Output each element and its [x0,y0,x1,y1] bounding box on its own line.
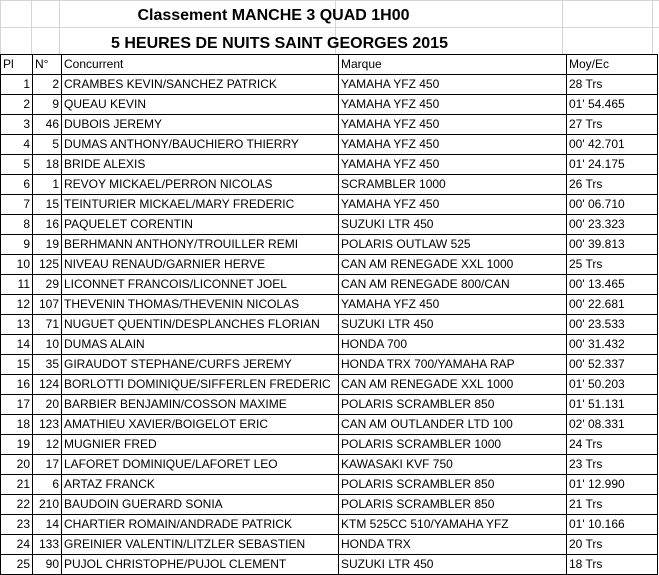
cell-marque: HONDA TRX 700/YAMAHA RAP [339,355,567,375]
cell-concurrent: GREINIER VALENTIN/LITZLER SEBASTIEN [62,535,339,555]
cell-number: 35 [33,355,62,375]
cell-place: 19 [1,435,33,455]
cell-place: 14 [1,335,33,355]
cell-place: 23 [1,515,33,535]
cell-number: 12 [33,435,62,455]
cell-number: 18 [33,155,62,175]
cell-number: 10 [33,335,62,355]
table-row [1,115,658,135]
cell-moy-ec: 23 Trs [567,455,658,475]
cell-marque: YAMAHA YFZ 450 [339,155,567,175]
cell-place: 13 [1,315,33,335]
cell-number: 9 [33,95,62,115]
cell-marque: KTM 525CC 510/YAMAHA YFZ [339,515,567,535]
cell-place: 20 [1,455,33,475]
table-row [1,295,658,315]
cell-concurrent: BORLOTTI DOMINIQUE/SIFFERLEN FREDERIC [62,375,339,395]
cell-concurrent: BAUDOIN GUERARD SONIA [62,495,339,515]
cell-concurrent: TEINTURIER MICKAEL/MARY FREDERIC [62,195,339,215]
cell-concurrent: BARBIER BENJAMIN/COSSON MAXIME [62,395,339,415]
cell-moy-ec: 00' 13.465 [567,275,658,295]
cell-moy-ec: 18 Trs [567,555,658,575]
cell-marque: YAMAHA YFZ 450 [339,75,567,95]
table-row [1,275,658,295]
table-row [1,515,658,535]
cell-concurrent: DUMAS ANTHONY/BAUCHIERO THIERRY [62,135,339,155]
cell-moy-ec: 25 Trs [567,255,658,275]
cell-concurrent: BERHMANN ANTHONY/TROUILLER REMI [62,235,339,255]
cell-number: 15 [33,195,62,215]
cell-moy-ec: 00' 52.337 [567,355,658,375]
header-moy-ec: Moy/Ec [567,55,658,75]
cell-marque: YAMAHA YFZ 450 [339,95,567,115]
cell-moy-ec: 00' 31.432 [567,335,658,355]
cell-number: 29 [33,275,62,295]
cell-number: 1 [33,175,62,195]
cell-marque: KAWASAKI KVF 750 [339,455,567,475]
cell-concurrent: GIRAUDOT STEPHANE/CURFS JEREMY [62,355,339,375]
cell-moy-ec: 24 Trs [567,435,658,455]
cell-concurrent: DUMAS ALAIN [62,335,339,355]
table-row [1,195,658,215]
cell-moy-ec: 01' 50.203 [567,375,658,395]
cell-concurrent: MUGNIER FRED [62,435,339,455]
cell-moy-ec: 01' 51.131 [567,395,658,415]
cell-place: 24 [1,535,33,555]
cell-number: 46 [33,115,62,135]
cell-marque: YAMAHA YFZ 450 [339,195,567,215]
cell-moy-ec: 00' 22.681 [567,295,658,315]
cell-place: 15 [1,355,33,375]
cell-concurrent: AMATHIEU XAVIER/BOIGELOT ERIC [62,415,339,435]
cell-concurrent: NUGUET QUENTIN/DESPLANCHES FLORIAN [62,315,339,335]
cell-place: 7 [1,195,33,215]
table-row [1,495,658,515]
table-row [1,475,658,495]
cell-concurrent: PUJOL CHRISTOPHE/PUJOL CLEMENT [62,555,339,575]
header-pl: Pl [1,55,33,75]
cell-marque: POLARIS OUTLAW 525 [339,235,567,255]
cell-place: 9 [1,235,33,255]
header-number: N° [33,55,62,75]
cell-concurrent: DUBOIS JEREMY [62,115,339,135]
cell-marque: SUZUKI LTR 450 [339,555,567,575]
cell-marque: YAMAHA YFZ 450 [339,115,567,135]
event-subtitle: 5 HEURES DE NUITS SAINT GEORGES 2015 [111,35,448,52]
cell-marque: YAMAHA YFZ 450 [339,135,567,155]
cell-number: 17 [33,455,62,475]
cell-place: 1 [1,75,33,95]
cell-moy-ec: 01' 12.990 [567,475,658,495]
cell-concurrent: LAFORET DOMINIQUE/LAFORET LEO [62,455,339,475]
table-row [1,415,658,435]
cell-moy-ec: 00' 42.701 [567,135,658,155]
cell-number: 19 [33,235,62,255]
cell-concurrent: QUEAU KEVIN [62,95,339,115]
cell-moy-ec: 01' 10.166 [567,515,658,535]
cell-marque: POLARIS SCRAMBLER 850 [339,395,567,415]
table-row [1,235,658,255]
results-table [0,54,658,575]
header-concurrent: Concurrent [62,55,339,75]
cell-place: 10 [1,255,33,275]
cell-number: 133 [33,535,62,555]
cell-number: 2 [33,75,62,95]
header-marque: Marque [339,55,567,75]
cell-number: 5 [33,135,62,155]
table-row [1,395,658,415]
cell-number: 6 [33,475,62,495]
table-row [1,355,658,375]
table-row [1,315,658,335]
cell-concurrent: CRAMBES KEVIN/SANCHEZ PATRICK [62,75,339,95]
table-row [1,95,658,115]
cell-marque: YAMAHA YFZ 450 [339,295,567,315]
cell-marque: CAN AM RENEGADE XXL 1000 [339,255,567,275]
cell-place: 6 [1,175,33,195]
table-row [1,215,658,235]
cell-moy-ec: 20 Trs [567,535,658,555]
table-row [1,135,658,155]
cell-moy-ec: 26 Trs [567,175,658,195]
cell-place: 11 [1,275,33,295]
cell-moy-ec: 01' 24.175 [567,155,658,175]
cell-moy-ec: 28 Trs [567,75,658,95]
cell-concurrent: REVOY MICKAEL/PERRON NICOLAS [62,175,339,195]
cell-concurrent: BRIDE ALEXIS [62,155,339,175]
cell-place: 21 [1,475,33,495]
cell-moy-ec: 27 Trs [567,115,658,135]
cell-moy-ec: 02' 08.331 [567,415,658,435]
cell-number: 71 [33,315,62,335]
cell-place: 3 [1,115,33,135]
cell-concurrent: NIVEAU RENAUD/GARNIER HERVE [62,255,339,275]
cell-moy-ec: 00' 23.323 [567,215,658,235]
cell-concurrent: LICONNET FRANCOIS/LICONNET JOEL [62,275,339,295]
cell-place: 16 [1,375,33,395]
cell-number: 123 [33,415,62,435]
cell-marque: HONDA TRX [339,535,567,555]
cell-moy-ec: 00' 39.813 [567,235,658,255]
table-row [1,335,658,355]
table-row [1,455,658,475]
cell-concurrent: THEVENIN THOMAS/THEVENIN NICOLAS [62,295,339,315]
cell-place: 18 [1,415,33,435]
cell-place: 25 [1,555,33,575]
cell-marque: CAN AM RENEGADE 800/CAN [339,275,567,295]
cell-place: 22 [1,495,33,515]
cell-marque: CAN AM OUTLANDER LTD 100 [339,415,567,435]
cell-place: 12 [1,295,33,315]
cell-number: 14 [33,515,62,535]
cell-marque: HONDA 700 [339,335,567,355]
cell-concurrent: PAQUELET CORENTIN [62,215,339,235]
cell-place: 4 [1,135,33,155]
cell-marque: SCRAMBLER 1000 [339,175,567,195]
cell-marque: SUZUKI LTR 450 [339,315,567,335]
cell-number: 125 [33,255,62,275]
cell-concurrent: CHARTIER ROMAIN/ANDRADE PATRICK [62,515,339,535]
cell-number: 90 [33,555,62,575]
cell-moy-ec: 01' 54.465 [567,95,658,115]
cell-marque: POLARIS SCRAMBLER 850 [339,495,567,515]
sheet-title: Classement MANCHE 3 QUAD 1H00 [137,7,410,24]
table-row [1,155,658,175]
cell-number: 20 [33,395,62,415]
table-row [1,175,658,195]
cell-marque: CAN AM RENEGADE XXL 1000 [339,375,567,395]
cell-number: 210 [33,495,62,515]
cell-number: 107 [33,295,62,315]
cell-place: 5 [1,155,33,175]
table-row [1,435,658,455]
cell-place: 8 [1,215,33,235]
cell-place: 2 [1,95,33,115]
cell-moy-ec: 00' 23.533 [567,315,658,335]
cell-marque: SUZUKI LTR 450 [339,215,567,235]
cell-number: 16 [33,215,62,235]
cell-moy-ec: 00' 06.710 [567,195,658,215]
cell-moy-ec: 21 Trs [567,495,658,515]
table-row [1,255,658,275]
cell-marque: POLARIS SCRAMBLER 850 [339,475,567,495]
cell-concurrent: ARTAZ FRANCK [62,475,339,495]
cell-number: 124 [33,375,62,395]
cell-place: 17 [1,395,33,415]
table-row [1,375,658,395]
table-header-row [1,55,658,75]
table-row [1,535,658,555]
table-row [1,555,658,575]
cell-marque: POLARIS SCRAMBLER 1000 [339,435,567,455]
table-row [1,75,658,95]
